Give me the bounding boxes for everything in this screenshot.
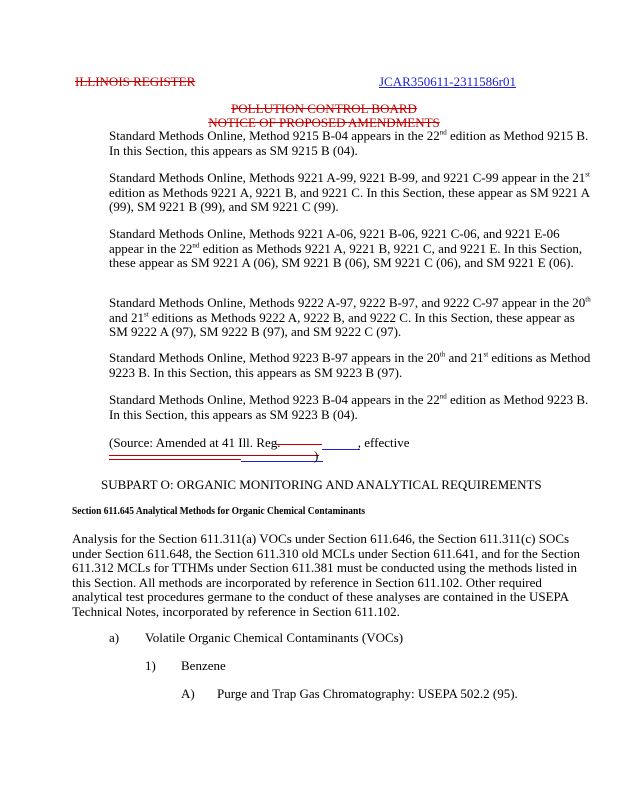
p5-text-a: Standard Methods Online, Method 9223 B-97 appears in the 20 [109, 350, 440, 365]
list-label-A: A) [181, 686, 195, 701]
p4-sup-2: st [144, 310, 149, 319]
p3-text-a: Standard Methods Online, Methods 9221 A-06, 9221 B-06, 9221 C-06, and 9221 E-06 appear in the 22 [109, 226, 560, 256]
p2-text-a: Standard Methods Online, Methods 9221 A-99, 9221 B-99, and 9221 C-99 appear in the 21 [109, 170, 586, 185]
p4-text-c: editions as Methods 9222 A, 9222 B, and 9222 C. In this Section, these appear as SM 9222 A (97), SM 9222 B (97), and SM 9222 C (97). [109, 309, 575, 340]
p1-sup: nd [439, 128, 447, 137]
list-text-a: Volatile Organic Chemical Contaminants (VOCs) [145, 630, 404, 645]
method-paragraph-9223-04 [109, 393, 595, 422]
p2-text-b: edition as Methods 9221 A, 9221 B, and 9221 C. In this Section, these appear as SM 9221 A (99), SM 9221 B (99), and SM 9221 C (99). [109, 184, 590, 215]
p3-sup: nd [192, 241, 200, 250]
p5-text-c: editions as Method 9223 B. In this Section, this appears as SM 9223 B (97). [109, 350, 591, 380]
subpart-heading: SUBPART O: ORGANIC MONITORING AND ANALYTICAL REQUIREMENTS [101, 477, 542, 492]
source-note [109, 435, 409, 451]
source-close-paren: ) [314, 448, 319, 463]
p5-sup-1: th [439, 350, 446, 359]
jcar-number: JCAR350611-2311586r01 [379, 74, 516, 89]
deleted-blank-2b [109, 459, 241, 460]
method-paragraph-9221-06 [109, 227, 595, 271]
p1-text-b: edition as Method 9215 B. In this Section, this appears as SM 9215 B (04). [109, 128, 589, 158]
deleted-blank-1 [276, 444, 322, 445]
p6-text-a: Standard Methods Online, Method 9223 B-04 appears in the 22 [109, 392, 440, 407]
method-paragraph-9223-97 [109, 351, 595, 380]
list-label-1: 1) [145, 658, 156, 673]
p4-text-a: Standard Methods Online, Methods 9222 A-97, 9222 B-97, and 9222 C-97 appear in the 20 [109, 295, 586, 310]
source-effective: , effective [357, 435, 410, 450]
board-title: POLLUTION CONTROL BOARD [231, 101, 417, 116]
p4-sup-1: th [585, 295, 591, 304]
list-label-a: a) [109, 630, 120, 645]
p3-text-b: edition as Methods 9221 A, 9221 B, 9221 C, and 9221 E. In this Section, these appear as SM 9221 A (06), SM 9221 B (06), SM 9221 C (06), and SM 9221 E (06). [109, 240, 583, 271]
notice-title: NOTICE OF PROPOSED AMENDMENTS [208, 115, 440, 130]
inserted-blank-1 [322, 449, 360, 450]
p1-text-a: Standard Methods Online, Method 9215 B-04 appears in the 22 [109, 128, 440, 143]
p4-text-b: and 21 [109, 309, 145, 325]
deleted-blank-2a [109, 455, 319, 456]
source-text: (Source: Amended at 41 Ill. Reg. [109, 435, 284, 450]
p5-sup-2: st [483, 350, 489, 359]
p5-text-b: and 21 [445, 350, 484, 365]
register-name: ILLINOIS REGISTER [75, 74, 196, 89]
method-paragraph-9221-99 [109, 171, 595, 215]
list-text-1: Benzene [181, 658, 226, 673]
method-paragraph-9215 [109, 129, 595, 158]
section-heading: Section 611.645 Analytical Methods for Organic Chemical Contaminants [72, 505, 366, 517]
p6-sup: nd [439, 392, 447, 401]
p6-text-b: edition as Method 9223 B. In this Section, this appears as SM 9223 B (04). [109, 392, 589, 422]
list-text-A: Purge and Trap Gas Chromatography: USEPA 502.2 (95). [217, 686, 518, 701]
section-body: Analysis for the Section 611.311(a) VOCs under Section 611.646, the Section 611.311(c) SOCs under Section 611.648, the Section 611.310 old MCLs under Section 611.641, and for the Section 611.312 MCLs for TTHMs under Section 611.381 must be conducted using the methods listed in this Section. All methods are incorporated by reference in Section 611.102. Other required analytical test procedures germane to the conduct of these analyses are contained in the USEPA Technical Notes, incorporated by reference in Section 611.102. [72, 531, 581, 619]
method-paragraph-9222 [109, 296, 595, 340]
inserted-blank-2 [241, 461, 323, 462]
p2-sup: st [585, 170, 590, 179]
